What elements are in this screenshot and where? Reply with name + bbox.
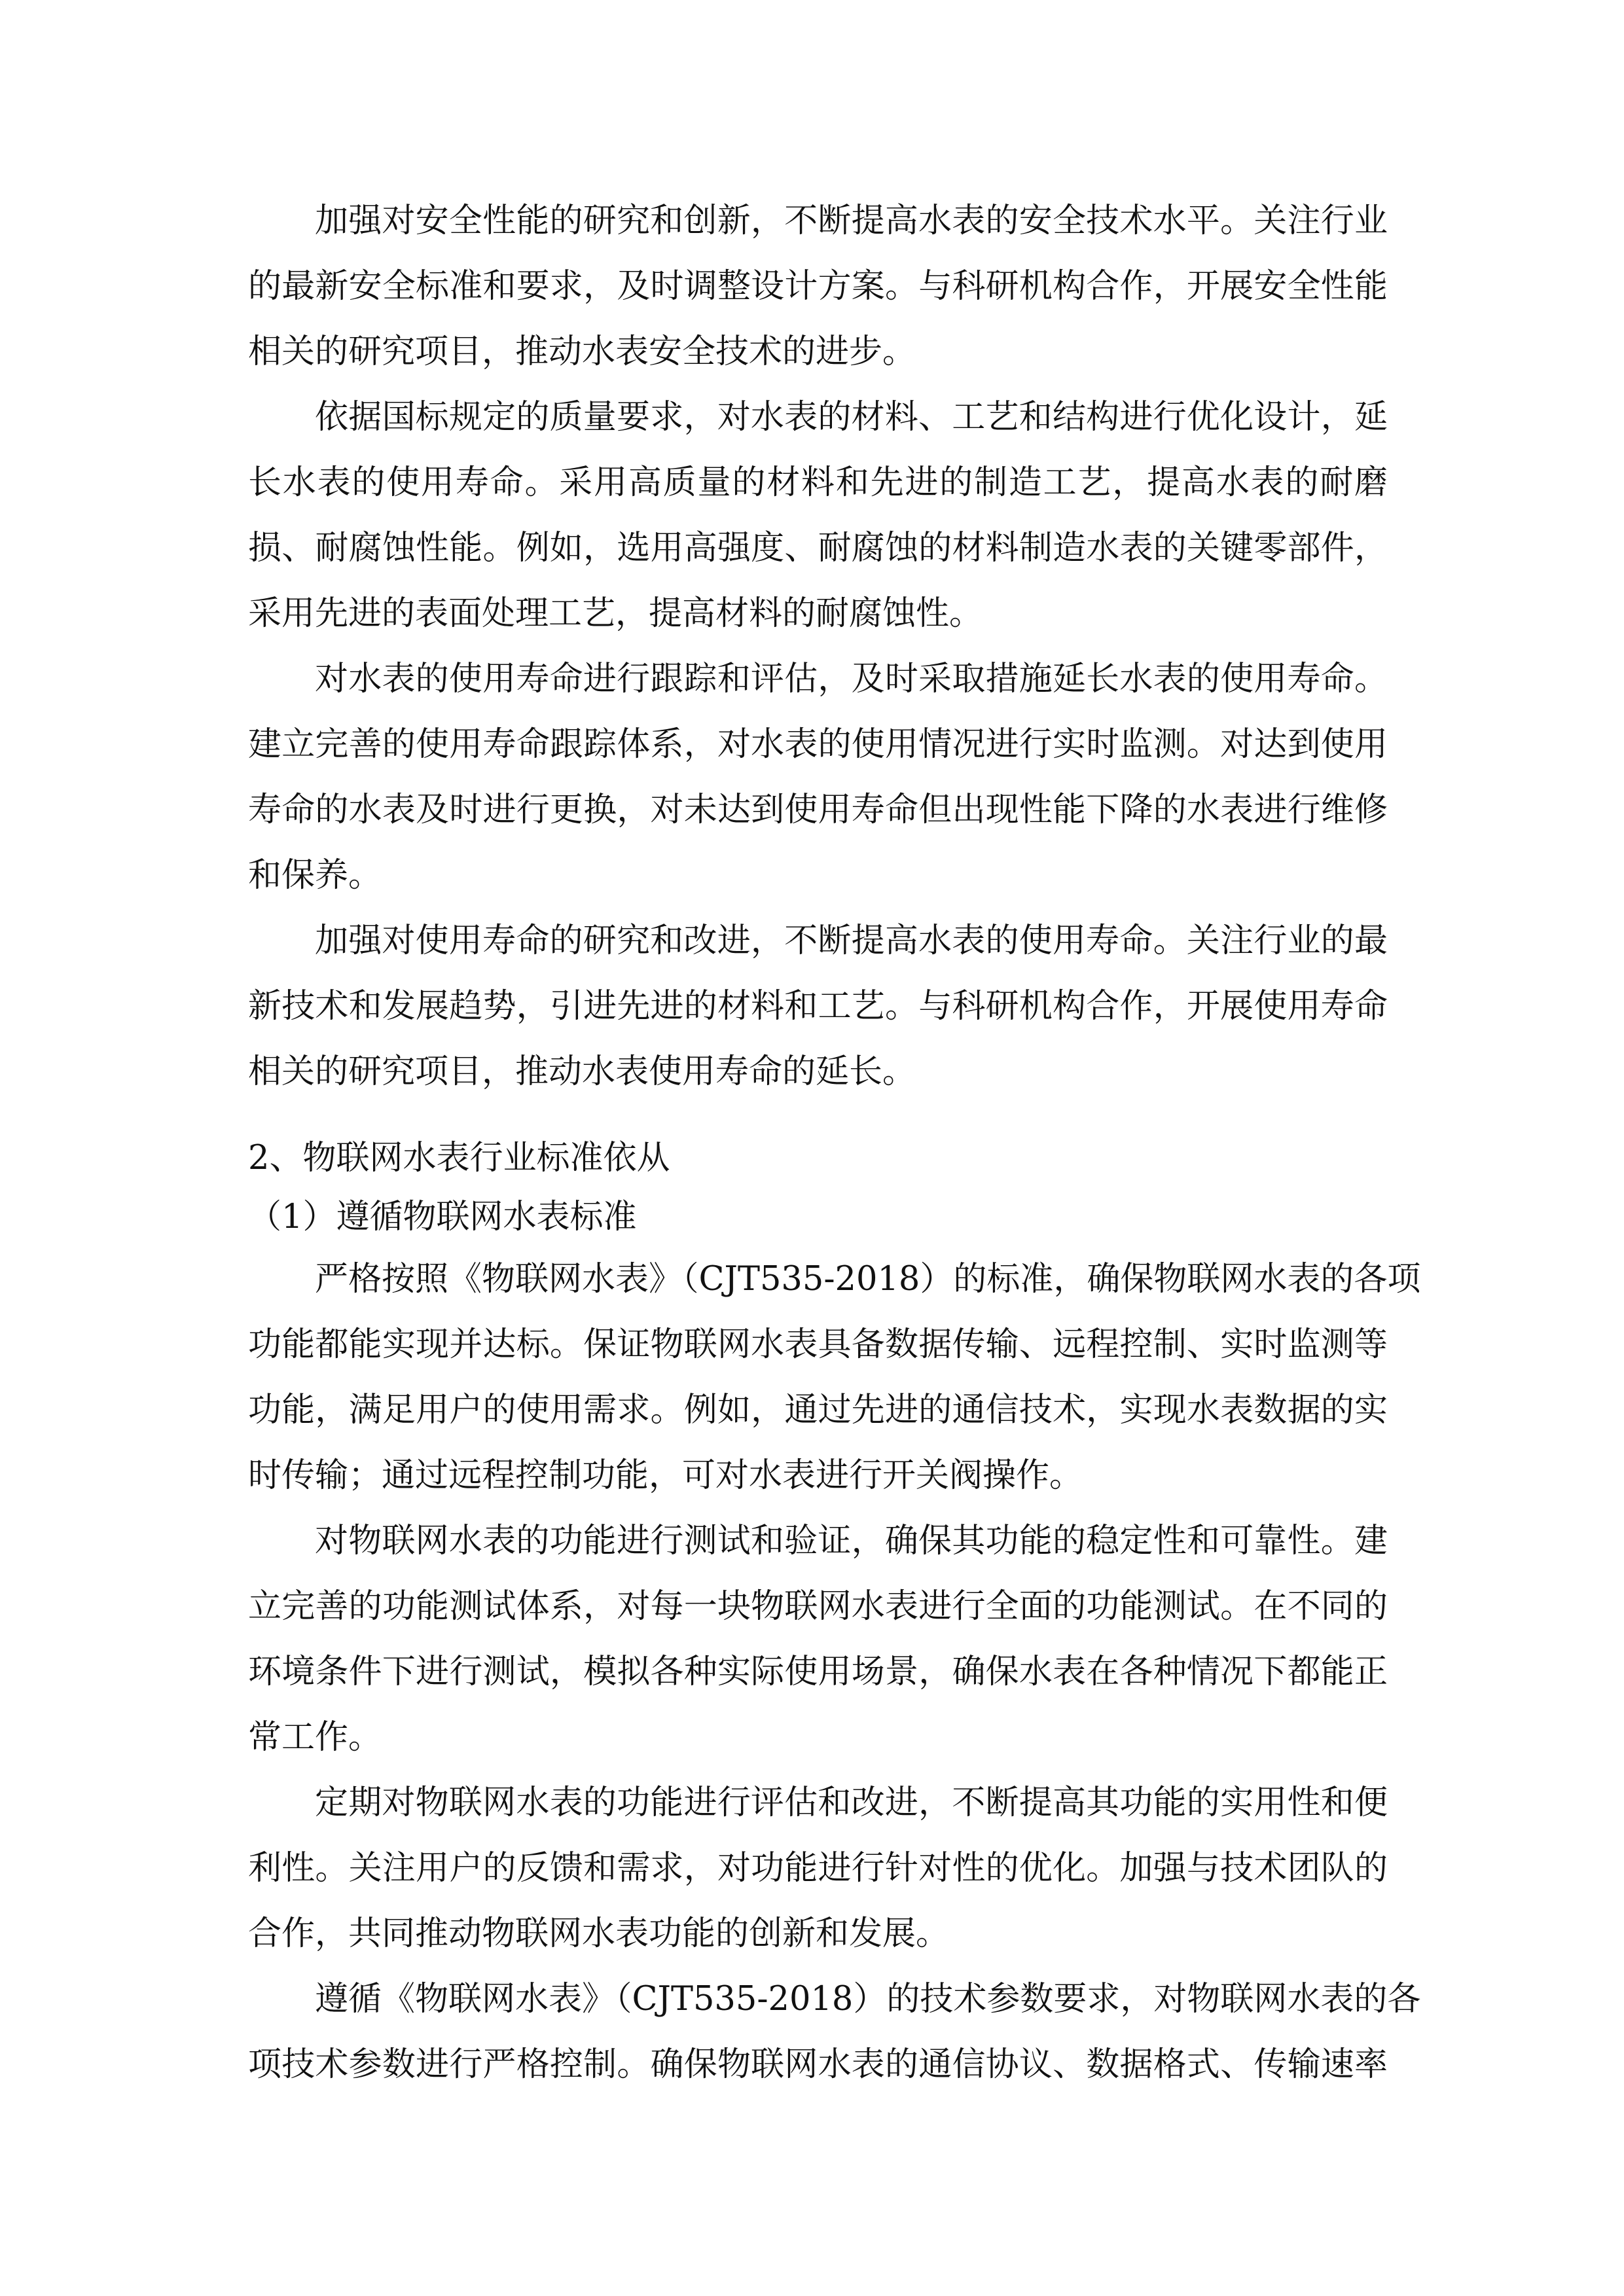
text-line: 时传输；通过远程控制功能，可对水表进行开关阀操作。 xyxy=(248,1456,1083,1495)
text-line: 相关的研究项目，推动水表安全技术的进步。 xyxy=(248,332,916,371)
text-line: 对物联网水表的功能进行测试和验证，确保其功能的稳定性和可靠性。建 xyxy=(315,1522,1388,1560)
text-line: 寿命的水表及时进行更换，对未达到使用寿命但出现性能下降的水表进行维修 xyxy=(248,791,1388,829)
text-line: 新技术和发展趋势，引进先进的材料和工艺。与科研机构合作，开展使用寿命 xyxy=(248,987,1388,1026)
text-line: 合作，共同推动物联网水表功能的创新和发展。 xyxy=(248,1914,950,1953)
text-line: 依据国标规定的质量要求，对水表的材料、工艺和结构进行优化设计，延 xyxy=(315,398,1388,437)
text-line: 遵循《物联网水表》（CJT535-2018）的技术参数要求，对物联网水表的各 xyxy=(315,1980,1421,2018)
text-line: 的最新安全标准和要求，及时调整设计方案。与科研机构合作，开展安全性能 xyxy=(248,267,1388,306)
text-line: 相关的研究项目，推动水表使用寿命的延长。 xyxy=(248,1052,916,1091)
paragraph xyxy=(248,647,1388,908)
subsection-heading: （1）遵循物联网水表标准 xyxy=(248,1198,637,1236)
text-line: 和保养。 xyxy=(248,856,382,895)
text-line: 项技术参数进行严格控制。确保物联网水表的通信协议、数据格式、传输速率 xyxy=(248,2045,1388,2084)
text-line: 环境条件下进行测试，模拟各种实际使用场景，确保水表在各种情况下都能正 xyxy=(248,1653,1388,1691)
text-line: 建立完善的使用寿命跟踪体系，对水表的使用情况进行实时监测。对达到使用 xyxy=(248,725,1388,764)
text-line: 采用先进的表面处理工艺，提高材料的耐腐蚀性。 xyxy=(248,594,983,633)
paragraph xyxy=(248,1509,1388,1770)
paragraph xyxy=(248,385,1388,647)
text-line: 定期对物联网水表的功能进行评估和改进，不断提高其功能的实用性和便 xyxy=(315,1784,1388,1822)
text-line: 功能都能实现并达标。保证物联网水表具备数据传输、远程控制、实时监测等 xyxy=(248,1325,1388,1364)
paragraph xyxy=(248,1247,1421,1509)
text-line: 常工作。 xyxy=(248,1718,382,1757)
section-iot-standard xyxy=(248,1247,1421,2098)
paragraph xyxy=(248,1770,1388,1967)
text-line: 立完善的功能测试体系，对每一块物联网水表进行全面的功能测试。在不同的 xyxy=(248,1587,1388,1626)
text-line: 加强对安全性能的研究和创新，不断提高水表的安全技术水平。关注行业 xyxy=(315,202,1388,240)
section-heading: 2、物联网水表行业标准依从 xyxy=(248,1139,670,1177)
text-line: 利性。关注用户的反馈和需求，对功能进行针对性的优化。加强与技术团队的 xyxy=(248,1849,1388,1888)
text-line: 加强对使用寿命的研究和改进，不断提高水表的使用寿命。关注行业的最 xyxy=(315,922,1388,960)
text-line: 损、耐腐蚀性能。例如，选用高强度、耐腐蚀的材料制造水表的关键零部件， xyxy=(248,529,1388,567)
paragraph xyxy=(248,188,1388,385)
text-line: 严格按照《物联网水表》（CJT535-2018）的标准，确保物联网水表的各项 xyxy=(315,1260,1421,1299)
text-line: 功能，满足用户的使用需求。例如，通过先进的通信技术，实现水表数据的实 xyxy=(248,1391,1388,1429)
text-line: 对水表的使用寿命进行跟踪和评估，及时采取措施延长水表的使用寿命。 xyxy=(315,660,1388,698)
text-line: 长水表的使用寿命。采用高质量的材料和先进的制造工艺，提高水表的耐磨 xyxy=(248,463,1388,502)
document-body xyxy=(248,188,1421,2098)
paragraph xyxy=(248,908,1388,1105)
paragraph xyxy=(248,1967,1421,2098)
section-water-meter-lifespan xyxy=(248,188,1388,1105)
